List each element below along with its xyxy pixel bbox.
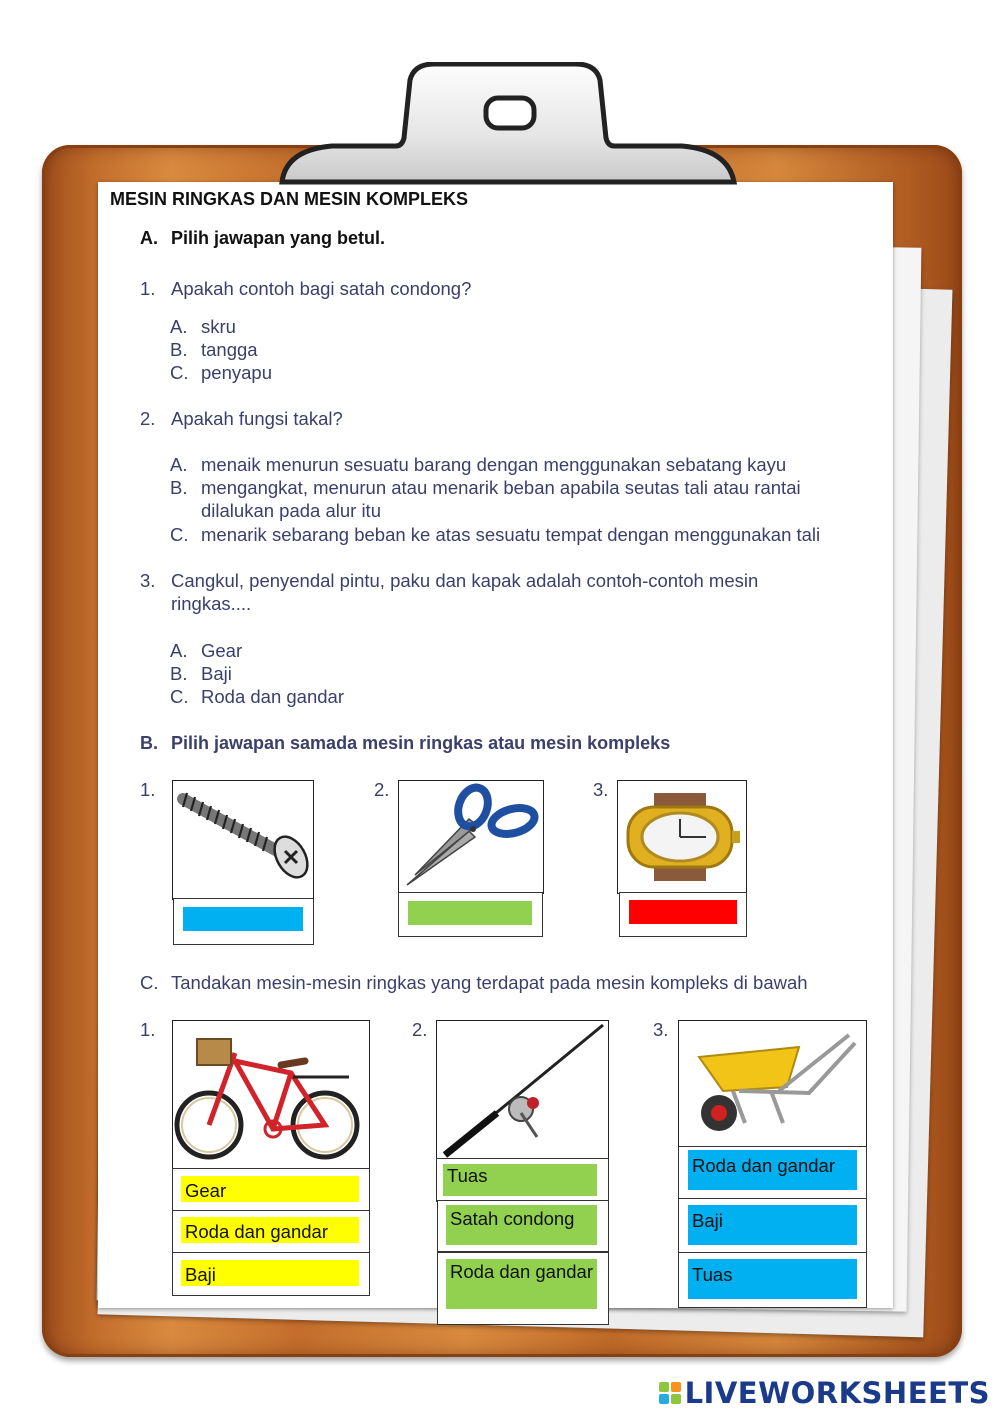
option-text: Baji (201, 663, 232, 684)
worksheet-title: MESIN RINGKAS DAN MESIN KOMPLEKS (110, 189, 469, 209)
screw-icon (173, 781, 313, 899)
question-3-option-b[interactable] (170, 662, 880, 685)
option-text: mengangkat, menurun atau menarik beban apabila seutas tali atau rantai dilalukan pada alur itu (201, 477, 801, 521)
section-c-heading (140, 971, 880, 994)
section-c-1-tag-3-box[interactable] (172, 1252, 370, 1296)
question-1-option-b[interactable] (170, 338, 880, 361)
section-c-title: Tandakan mesin-mesin ringkas yang terdapat pada mesin kompleks di bawah (171, 972, 808, 993)
section-c-1-tag-2-box[interactable] (172, 1210, 370, 1254)
section-b-answer-1[interactable] (173, 898, 314, 945)
scissors-icon (399, 781, 543, 893)
question-number: 2. (140, 408, 156, 429)
section-c-2-tag-3-box[interactable] (437, 1252, 609, 1325)
question-3 (140, 569, 830, 615)
watch-icon (618, 781, 746, 893)
section-c-item-2-number: 2. (412, 1019, 428, 1040)
section-c-3-tag-3-box[interactable] (678, 1252, 867, 1308)
tag-roda-dan-gandar[interactable]: Roda dan gandar (446, 1259, 597, 1309)
fishing-rod-icon (437, 1021, 608, 1159)
answer-drop-zone[interactable] (408, 901, 532, 925)
watch-picture (617, 780, 747, 894)
bicycle-icon (173, 1021, 369, 1169)
question-2-option-c[interactable] (170, 523, 890, 546)
question-text: Cangkul, penyendal pintu, paku dan kapak adalah contoh-contoh mesin ringkas.... (171, 570, 759, 614)
question-3-option-a[interactable] (170, 639, 880, 662)
screw-picture (172, 780, 314, 900)
option-letter: C. (170, 362, 189, 383)
option-letter: B. (170, 663, 188, 684)
section-b-item-2-number: 2. (374, 779, 390, 800)
option-letter: C. (170, 524, 189, 545)
wheelbarrow-picture (678, 1020, 867, 1148)
question-text: Apakah contoh bagi satah condong? (171, 278, 472, 299)
question-1-option-c[interactable] (170, 361, 880, 384)
section-b-item-1-number: 1. (140, 779, 156, 800)
option-text: penyapu (201, 362, 272, 383)
tag-baji[interactable]: Baji (688, 1205, 857, 1245)
section-b-letter: B. (140, 733, 158, 753)
wheelbarrow-icon (679, 1021, 866, 1147)
bicycle-picture (172, 1020, 370, 1170)
section-b-answer-2[interactable] (398, 892, 543, 937)
tag-tuas[interactable]: Tuas (688, 1259, 857, 1299)
tag-tuas[interactable]: Tuas (443, 1164, 597, 1196)
option-letter: A. (170, 454, 188, 475)
liveworksheets-logo-icon (659, 1382, 681, 1404)
question-3-option-c[interactable] (170, 685, 880, 708)
liveworksheets-logo (659, 1376, 990, 1410)
question-1 (140, 277, 870, 300)
brand-text: LIVEWORKSHEETS (684, 1376, 990, 1410)
answer-drop-zone[interactable] (183, 907, 303, 931)
question-1-option-a[interactable] (170, 315, 880, 338)
option-letter: B. (170, 477, 188, 498)
option-text: skru (201, 316, 236, 337)
scissors-picture (398, 780, 544, 894)
section-a-letter: A. (140, 228, 158, 248)
tag-gear[interactable]: Gear (181, 1176, 359, 1202)
section-b-answer-3[interactable] (619, 892, 747, 937)
section-c-item-3-number: 3. (653, 1019, 669, 1040)
section-b-title: Pilih jawapan samada mesin ringkas atau mesin kompleks (171, 733, 671, 753)
tag-roda-dan-gandar[interactable]: Roda dan gandar (181, 1217, 359, 1243)
option-text: Roda dan gandar (201, 686, 344, 707)
section-a-heading (140, 228, 385, 249)
question-text: Apakah fungsi takal? (171, 408, 343, 429)
section-c-2-tag-2-box[interactable] (437, 1200, 609, 1252)
fishing-rod-picture (436, 1020, 609, 1160)
section-c-2-tag-1-box[interactable] (436, 1158, 609, 1202)
tag-baji[interactable]: Baji (181, 1260, 359, 1286)
section-b-item-3-number: 3. (593, 779, 609, 800)
section-c-item-1-number: 1. (140, 1019, 156, 1040)
option-text: Gear (201, 640, 243, 661)
option-letter: B. (170, 339, 188, 360)
section-c-1-tag-1-box[interactable] (172, 1168, 370, 1212)
option-text: menarik sebarang beban ke atas sesuatu tempat dengan menggunakan tali (201, 524, 821, 545)
option-letter: A. (170, 316, 188, 337)
question-number: 1. (140, 278, 156, 299)
tag-satah-condong[interactable]: Satah condong (446, 1205, 597, 1245)
question-number: 3. (140, 570, 156, 591)
answer-drop-zone[interactable] (629, 900, 737, 924)
option-letter: A. (170, 640, 188, 661)
section-b-heading (140, 733, 670, 754)
option-text: menaik menurun sesuatu barang dengan menggunakan sebatang kayu (201, 454, 787, 475)
question-2 (140, 407, 870, 430)
question-2-option-a[interactable] (170, 453, 880, 476)
section-c-letter: C. (140, 972, 159, 993)
tag-roda-dan-gandar[interactable]: Roda dan gandar (688, 1150, 857, 1190)
clipboard-clip-icon (272, 62, 742, 190)
section-a-title: Pilih jawapan yang betul. (171, 228, 386, 248)
option-text: tangga (201, 339, 258, 360)
question-2-option-b[interactable] (170, 476, 860, 522)
option-letter: C. (170, 686, 189, 707)
section-c-3-tag-1-box[interactable] (678, 1146, 867, 1200)
section-c-3-tag-2-box[interactable] (678, 1198, 867, 1254)
